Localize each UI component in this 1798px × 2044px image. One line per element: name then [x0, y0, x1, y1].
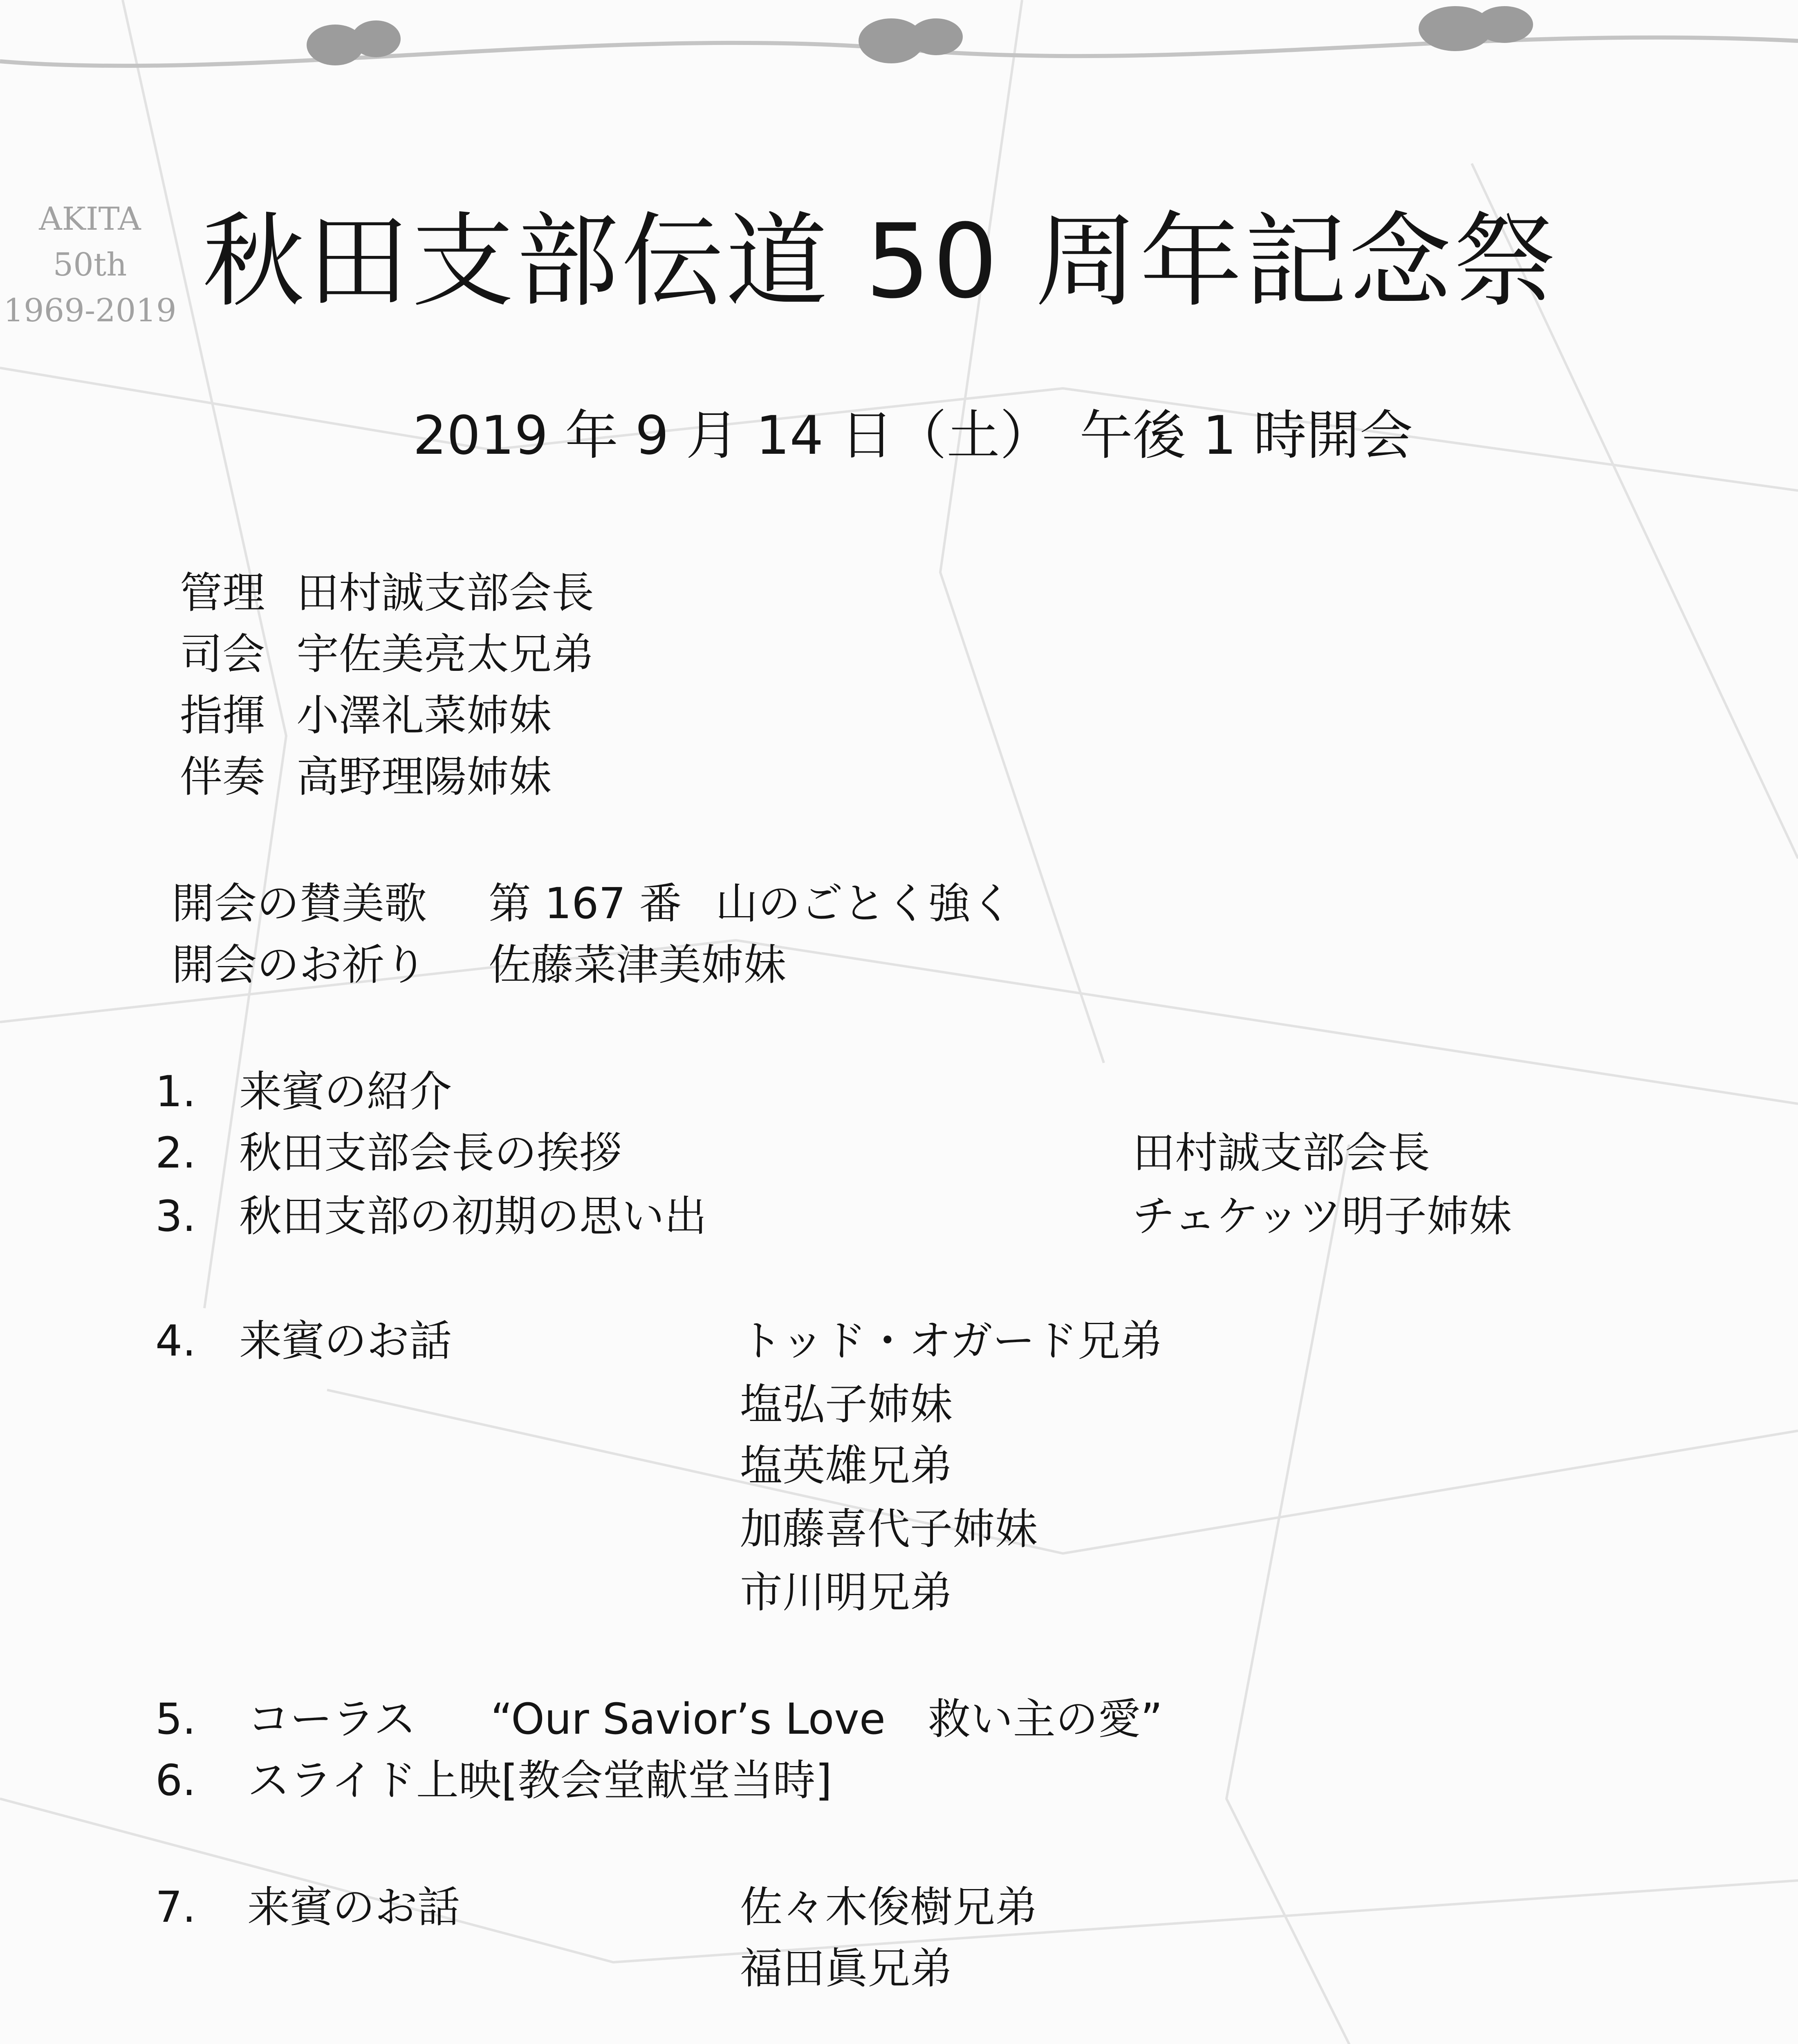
item-person: チェケッツ明子姉妹 [1132, 1191, 1512, 1241]
item-title: 秋田支部の初期の思い出 [239, 1191, 707, 1241]
item-title: 来賓のお話 [247, 1882, 460, 1932]
role-name: 小澤礼菜姉妹 [296, 690, 552, 740]
speaker-name: 福田眞兄弟 [740, 1943, 953, 1993]
role-label: 管理 [180, 568, 265, 618]
speaker-name: 塩英雄兄弟 [740, 1441, 953, 1490]
role-name: 田村誠支部会長 [296, 568, 594, 618]
opening-hymn-number: 第 167 番 [489, 879, 682, 928]
role-name: 高野理陽姉妹 [296, 752, 552, 802]
item-person: 田村誠支部会長 [1132, 1128, 1430, 1178]
item-number: 4. [155, 1316, 196, 1366]
top-decoration [0, 6, 1798, 66]
speaker-name: 加藤喜代子姉妹 [740, 1504, 1038, 1554]
logo-line-1: AKITA [39, 201, 141, 238]
role-row [180, 687, 552, 744]
item-number: 5. [155, 1694, 196, 1744]
item-number: 6. [155, 1755, 196, 1805]
speaker-name: トッド・オガード兄弟 [740, 1316, 1163, 1366]
role-label: 指揮 [180, 690, 265, 740]
item-title: 秋田支部会長の挨拶 [239, 1128, 622, 1178]
opening-hymn-title: 山のごとく強く [715, 879, 1013, 928]
opening-hymn-label: 開会の賛美歌 [172, 879, 427, 928]
chorus-song-title: “Our Savior’s Love 救い主の愛” [491, 1694, 1163, 1744]
role-label: 伴奏 [180, 752, 265, 802]
role-label: 司会 [180, 629, 265, 679]
speaker-name: 市川明兄弟 [740, 1567, 953, 1617]
event-datetime: 2019 年 9 月 14 日（土） 午後 1 時開会 [413, 404, 1413, 466]
role-row [180, 564, 594, 621]
logo-line-3: 1969-2019 [3, 292, 177, 329]
item-title: コーラス [247, 1694, 416, 1744]
item-number: 2. [155, 1128, 196, 1178]
role-row [180, 748, 552, 805]
speaker-name: 塩弘子姉妹 [740, 1379, 953, 1429]
speaker-name: 佐々木俊樹兄弟 [740, 1882, 1038, 1932]
item-title: スライド上映[教会堂献堂当時] [247, 1755, 832, 1805]
role-row [180, 625, 594, 683]
anniversary-logo [0, 196, 180, 334]
item-title: 来賓の紹介 [239, 1067, 452, 1116]
logo-line-2: 50th [53, 247, 127, 283]
item-number: 1. [155, 1067, 196, 1116]
opening-prayer-name: 佐藤菜津美姉妹 [489, 940, 787, 990]
role-name: 宇佐美亮太兄弟 [296, 629, 594, 679]
opening-prayer-label: 開会のお祈り [172, 940, 427, 990]
page-title: 秋田支部伝道 50 周年記念祭 [202, 202, 1559, 321]
item-number: 7. [155, 1882, 196, 1932]
item-title: 来賓のお話 [239, 1316, 452, 1366]
item-number: 3. [155, 1191, 196, 1241]
